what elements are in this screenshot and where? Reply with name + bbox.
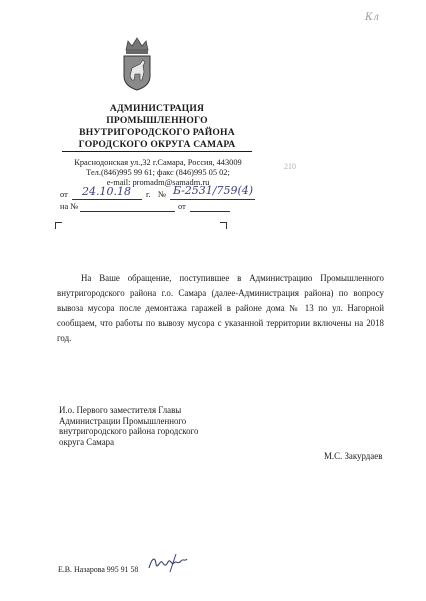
letter-body [57,271,384,346]
corner-handwritten-mark: Кл [365,12,380,23]
org-name-line: ПРОМЫШЛЕННОГО [106,115,208,126]
body-paragraph: На Ваше обращение, поступившее в Администрацию Промышленного внутригородского района г.о. Самара (далее-Администрация района) по вопросу вывоза мусора после демонтажа гаражей в районе дома № 13 по ул. Нагорной сообщаем, что работы по вывозу мусора с указанной территории включены на 2018 год. [57,273,384,343]
registration-date: 24.10.18 [82,185,131,198]
signer-position-line: округа Самара [59,436,115,447]
reference-number-label: на № [60,202,79,211]
signer-position-line: внутригородского района городского [59,426,199,436]
samara-coat-of-arms-icon [118,36,156,92]
signer-position-line: И.о. Первого заместителя Главы [59,405,182,415]
signer-name: М.С. Закурдаев [324,451,383,461]
phone-fax: Тел.(846)995 99 61; факс (846)995 05 02; [86,168,230,177]
number-label: № [158,190,166,199]
org-name-line: ГОРОДСКОГО ОКРУГА САМАРА [62,139,252,152]
number-underline [170,199,255,200]
date-label: от [60,190,68,199]
address-corner-right [220,222,227,229]
address: Краснодонская ул.,32 г.Самара, Россия, 443009 [74,158,242,167]
org-name-line: ВНУТРИГОРОДСКОГО РАЙОНА [79,127,235,138]
reference-date-underline [190,211,230,212]
org-name-line: АДМИНИСТРАЦИЯ [109,103,205,114]
address-corner-left [55,222,62,229]
signer-position-line: Администрации Промышленного [59,415,187,426]
date-underline [72,199,142,200]
reference-number-underline [80,211,175,212]
reference-date-label: от [178,202,186,211]
year-suffix: г. [146,190,151,199]
handwritten-signature-icon [146,550,191,576]
side-stamp-mark: 210 [284,162,296,171]
email: e-mail: promadm@samadm.ru [106,178,210,187]
registration-number: Б-2531/759(4) [173,184,254,197]
executor-info: Е.В. Назарова 995 91 58 [58,565,139,574]
